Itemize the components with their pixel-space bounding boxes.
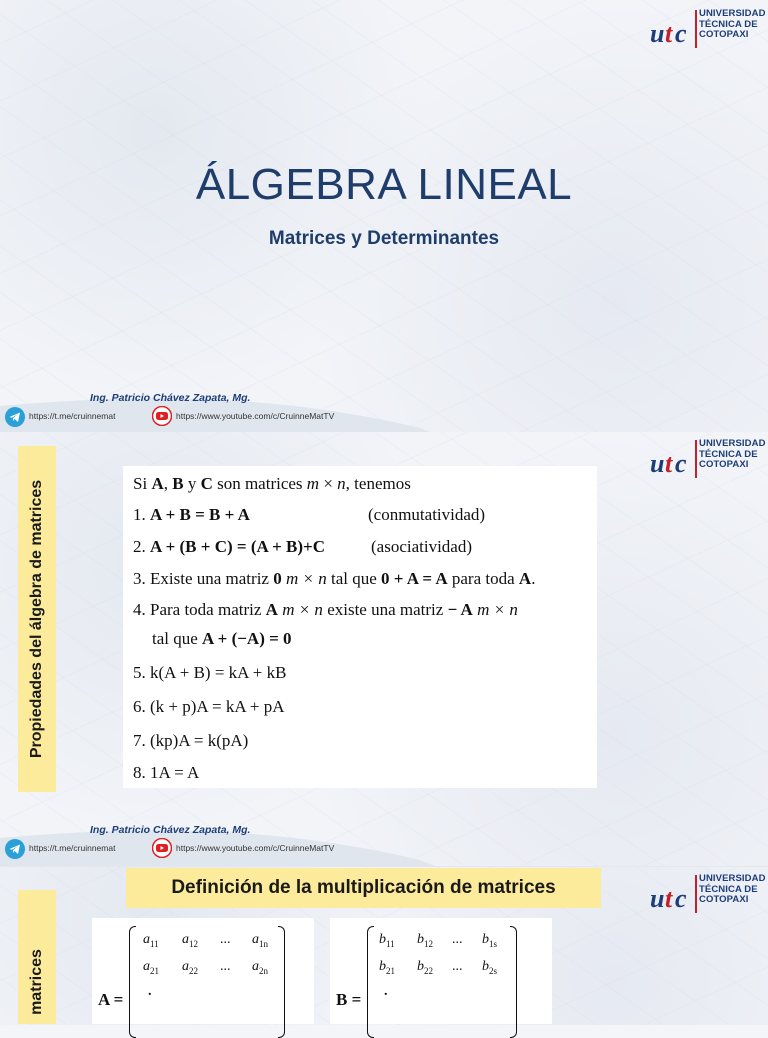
logo-divider (695, 875, 697, 913)
logo-line-1: UNIVERSIDAD (699, 873, 766, 884)
property-1 (133, 505, 250, 525)
matrix-a: A (265, 600, 278, 619)
logo-line-3: COTOPAXI (699, 459, 749, 470)
zero-matrix: 0 (273, 569, 282, 588)
footer-contact (0, 824, 440, 866)
left-bracket (129, 926, 136, 1038)
negative-matrix-a: − A (447, 600, 473, 619)
multiplication-side-label-text: matrices (28, 949, 45, 1015)
intro-tenemos: , tenemos (345, 474, 411, 493)
property-number: 1. (133, 505, 150, 524)
properties-box (123, 466, 597, 788)
utc-logo (648, 436, 766, 484)
property-text: 3. Existe una matriz (133, 569, 274, 588)
youtube-icon[interactable] (152, 838, 172, 858)
matrix-b-label: B = (336, 990, 362, 1009)
youtube-icon[interactable] (152, 406, 172, 426)
intro-text-2: son matrices (212, 474, 307, 493)
multiplication-title: Definición de la multiplicación de matrices (126, 868, 601, 908)
svg-text:t: t (665, 19, 673, 48)
logo-divider (695, 440, 697, 478)
slide-title (0, 0, 768, 432)
matrix-cell: $a_{11}$ (143, 932, 159, 949)
matrix-dot: . (384, 984, 388, 999)
matrix-cell: $b_{12}$ (417, 932, 433, 949)
telegram-link[interactable]: https://t.me/cruinnemat (29, 843, 116, 853)
property-number: 2. (133, 537, 150, 556)
matrix-cell: $a_{22}$ (182, 959, 198, 976)
matrix-ellipsis: ... (220, 932, 231, 947)
matrix-cell: $b_{21}$ (379, 959, 395, 976)
left-bracket (367, 926, 374, 1038)
author-name: Ing. Patricio Chávez Zapata, Mg. (90, 392, 251, 404)
slide-subtitle: Matrices y Determinantes (268, 228, 500, 249)
property-expression: 0 + A = A (381, 569, 448, 588)
logo-line-1: UNIVERSIDAD (699, 438, 766, 449)
matrix-cell: $a_{21}$ (143, 959, 159, 976)
footer-contact (0, 392, 440, 432)
property-text: para toda (447, 569, 519, 588)
telegram-link[interactable]: https://t.me/cruinnemat (29, 411, 116, 421)
multiplication-side-label (18, 890, 56, 1024)
matrix-cell: $a_{2n}$ (252, 959, 268, 976)
svg-text:u: u (650, 449, 665, 478)
svg-text:t: t (665, 449, 673, 478)
property-text: tal que (152, 629, 203, 648)
svg-text:u: u (650, 19, 665, 48)
matrix-cell: $b_{1s}$ (482, 932, 498, 949)
youtube-link[interactable]: https://www.youtube.com/c/CruinneMatTV (176, 411, 335, 421)
property-1-note: (conmutatividad) (368, 505, 486, 524)
logo-line-2: TÉCNICA DE (699, 448, 758, 460)
intro-comma: , (163, 474, 173, 493)
youtube-link[interactable]: https://www.youtube.com/c/CruinneMatTV (176, 843, 335, 853)
matrix-ellipsis: ... (452, 959, 463, 974)
dimension: m × n (472, 600, 518, 619)
utc-logo-mark-icon (648, 8, 694, 52)
matrix-b-definition (330, 918, 552, 1024)
property-5: 5. k(A + B) = kA + kB (133, 663, 287, 682)
author-name: Ing. Patricio Chávez Zapata, Mg. (90, 824, 251, 836)
utc-logo-mark-icon (648, 873, 694, 917)
telegram-icon[interactable] (5, 839, 25, 859)
intro-text: Si (133, 474, 152, 493)
logo-text (699, 439, 766, 471)
property-expression: A + (−A) = 0 (202, 629, 292, 648)
property-2 (133, 537, 325, 557)
property-expression: A + B = B + A (150, 505, 250, 524)
matrix-ellipsis: ... (452, 932, 463, 947)
svg-text:u: u (650, 884, 665, 913)
logo-line-3: COTOPAXI (699, 29, 749, 40)
property-4 (133, 600, 518, 620)
utc-logo-mark-icon (648, 438, 694, 482)
right-bracket (278, 926, 285, 1038)
property-3 (133, 569, 535, 589)
svg-text:c: c (675, 19, 687, 48)
property-text: tal que (326, 569, 382, 588)
properties-side-label (18, 446, 56, 792)
svg-text:t: t (665, 884, 673, 913)
logo-line-3: COTOPAXI (699, 894, 749, 905)
matrix-a-definition (92, 918, 314, 1024)
utc-logo (648, 871, 766, 919)
matrix-cell: $a_{12}$ (182, 932, 198, 949)
period: . (531, 569, 536, 588)
matrix-cell: $a_{1n}$ (252, 932, 268, 949)
logo-line-1: UNIVERSIDAD (699, 8, 766, 19)
right-bracket (510, 926, 517, 1038)
telegram-icon[interactable] (5, 407, 25, 427)
logo-text (699, 9, 766, 41)
intro-times: × (319, 474, 338, 493)
property-text: 4. Para toda matriz (133, 600, 266, 619)
utc-logo (648, 6, 766, 54)
property-4-continued (152, 629, 292, 649)
property-8: 8. 1A = A (133, 763, 200, 782)
dimension: m × n (281, 569, 327, 588)
property-2-note: (asociatividad) (371, 537, 473, 556)
svg-text:c: c (675, 449, 687, 478)
logo-text (699, 874, 766, 906)
matrix-cell: $b_{22}$ (417, 959, 433, 976)
matrix-cell: $b_{11}$ (379, 932, 395, 949)
property-text: existe una matriz (322, 600, 448, 619)
matrix-cell: $b_{2s}$ (482, 959, 498, 976)
logo-line-2: TÉCNICA DE (699, 18, 758, 30)
matrix-dot: . (148, 984, 152, 999)
intro-matrix-c: C (200, 474, 213, 493)
intro-matrix-b: B (172, 474, 184, 493)
logo-line-2: TÉCNICA DE (699, 883, 758, 895)
intro-m: m (306, 474, 320, 493)
intro-and: y (183, 474, 201, 493)
intro-n: n (337, 474, 346, 493)
matrix-ellipsis: ... (220, 959, 231, 974)
property-expression: A + (B + C) = (A + B)+C (150, 537, 325, 556)
intro-matrix-a: A (151, 474, 164, 493)
properties-side-label-text: Propiedades del álgebra de matrices (28, 479, 45, 759)
matrix-a-label: A = (98, 990, 124, 1009)
dimension: m × n (277, 600, 323, 619)
logo-divider (695, 10, 697, 48)
property-7: 7. (kp)A = k(pA) (133, 731, 249, 750)
slide-title-heading: ÁLGEBRA LINEAL (195, 160, 573, 209)
svg-text:c: c (675, 884, 687, 913)
properties-intro (133, 474, 411, 494)
matrix-a: A (518, 569, 532, 588)
property-6: 6. (k + p)A = kA + pA (133, 697, 285, 716)
